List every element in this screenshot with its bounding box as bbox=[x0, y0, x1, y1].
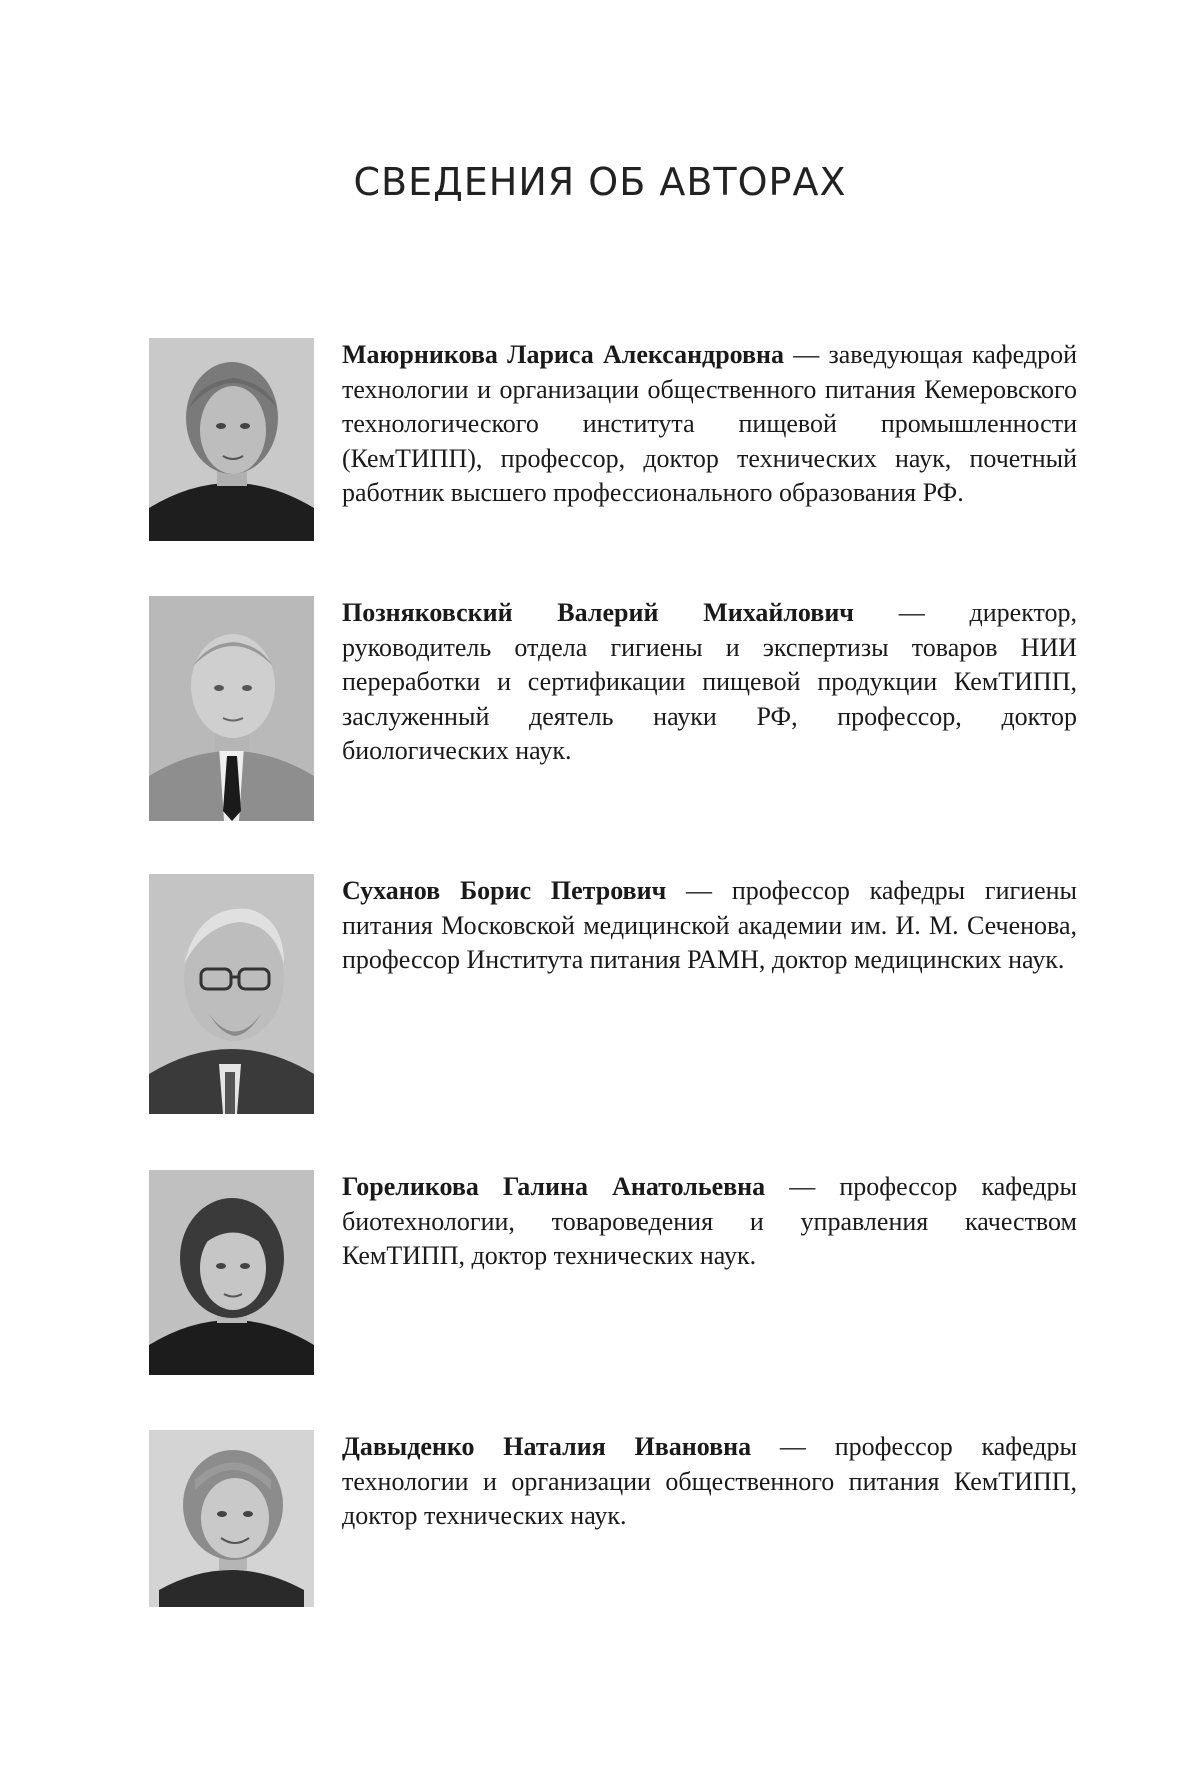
dash: — bbox=[666, 876, 732, 905]
author-bio bbox=[342, 1430, 1077, 1534]
author-photo bbox=[149, 874, 314, 1114]
author-description: профессор кафедры технологии и организации общественного питания КемТИПП, доктор технических наук. bbox=[342, 1432, 1077, 1530]
author-name: Маюрникова Лариса Александровна bbox=[342, 340, 785, 369]
author-description: заведующая кафедрой технологии и организации общественного питания Кемеровского технологического института пищевой промышленности (КемТИПП), профессор, доктор технических наук, почетный работник высшего профессионального образования РФ. bbox=[342, 340, 1077, 507]
author-description: директор, руководитель отдела гигиены и экспертизы товаров НИИ переработки и сертификации пищевой продукции КемТИПП, заслуженный деятель науки РФ, профессор, доктор биологических наук. bbox=[342, 598, 1078, 765]
dash: — bbox=[765, 1172, 840, 1201]
author-bio bbox=[342, 596, 1077, 769]
page-title: СВЕДЕНИЯ ОБ АВТОРАХ bbox=[353, 160, 847, 204]
dash: — bbox=[751, 1432, 835, 1461]
dash: — bbox=[853, 598, 970, 627]
author-bio bbox=[342, 1170, 1077, 1274]
author-photo bbox=[149, 338, 314, 541]
author-photo bbox=[149, 1170, 314, 1375]
dash: — bbox=[784, 340, 829, 369]
author-bio bbox=[342, 338, 1077, 511]
author-photo bbox=[149, 596, 314, 821]
author-name: Суханов Борис Петрович bbox=[342, 876, 667, 905]
author-description: профессор кафедры биотехнологии, товароведения и управления качеством КемТИПП, доктор технических наук. bbox=[342, 1172, 1077, 1270]
author-name: Гореликова Галина Анатольевна bbox=[342, 1172, 766, 1201]
author-bio bbox=[342, 874, 1077, 978]
author-description: профессор кафедры гигиены питания Московской медицинской академии им. И. М. Сеченова, профессор Института питания РАМН, доктор медицинских наук. bbox=[342, 876, 1077, 974]
author-name: Давыденко Наталия Ивановна bbox=[342, 1432, 752, 1461]
author-photo bbox=[149, 1430, 314, 1607]
author-name: Позняковский Валерий Михайлович bbox=[342, 598, 854, 627]
